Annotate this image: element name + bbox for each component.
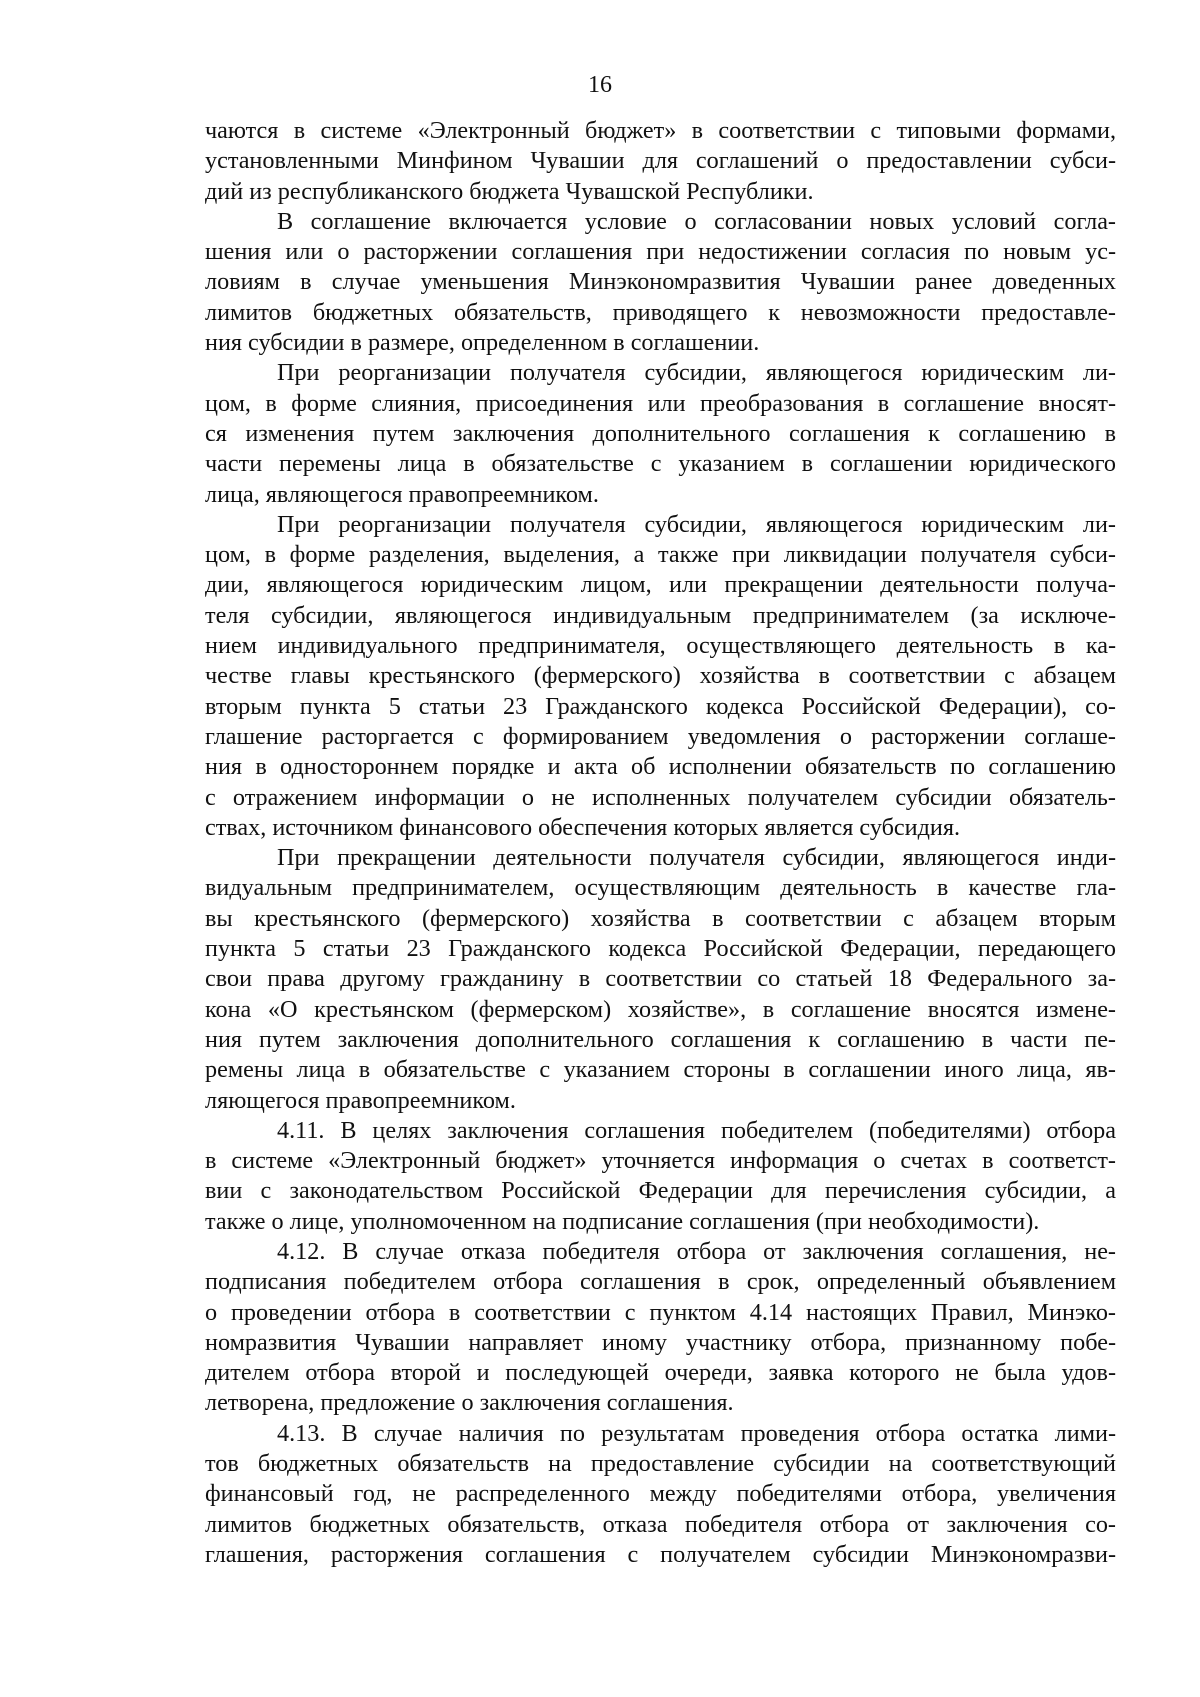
text-line: ния в одностороннем порядке и акта об исполнении обязательств по соглашению — [205, 753, 1116, 781]
paragraph — [205, 116, 1116, 207]
text-line: летворена, предложение о заключения соглашения. — [205, 1389, 734, 1417]
text-line: цом, в форме разделения, выделения, а также при ликвидации получателя субси- — [205, 541, 1116, 569]
text-line: видуальным предпринимателем, осуществляющим деятельность в качестве гла- — [205, 874, 1116, 902]
text-line: с отражением информации о не исполненных получателем субсидии обязатель- — [205, 783, 1116, 811]
text-line: При прекращении деятельности получателя субсидии, являющегося инди- — [277, 844, 1116, 872]
text-line: 4.13. В случае наличия по результатам проведения отбора остатка лими- — [277, 1419, 1116, 1447]
text-line: шения или о расторжении соглашения при недостижении согласия по новым ус- — [205, 238, 1116, 266]
text-line: глашения, расторжения соглашения с получателем субсидии Минэкономразви- — [205, 1540, 1116, 1568]
paragraph — [205, 1419, 1116, 1570]
paragraph — [205, 843, 1116, 1116]
paragraph — [205, 207, 1116, 358]
text-line: дителем отбора второй и последующей очереди, заявка которого не была удов- — [205, 1359, 1116, 1387]
paragraph — [205, 1116, 1116, 1237]
text-line: При реорганизации получателя субсидии, являющегося юридическим ли- — [277, 359, 1116, 387]
text-line: финансовый год, не распределенного между победителями отбора, увеличения — [205, 1480, 1116, 1508]
text-line: пункта 5 статьи 23 Гражданского кодекса Российской Федерации, передающего — [205, 935, 1116, 963]
text-line: нием индивидуального предпринимателя, осуществляющего деятельность в ка- — [205, 632, 1116, 660]
text-line: о проведении отбора в соответствии с пунктом 4.14 настоящих Правил, Минэко- — [205, 1298, 1116, 1326]
text-line: в системе «Электронный бюджет» уточняется информация о счетах в соответст- — [205, 1147, 1116, 1175]
text-line: подписания победителем отбора соглашения в срок, определенный объявлением — [205, 1268, 1116, 1296]
text-line: цом, в форме слияния, присоединения или преобразования в соглашение вносят- — [205, 389, 1116, 417]
text-line: ремены лица в обязательстве с указанием стороны в соглашении иного лица, яв- — [205, 1056, 1116, 1084]
page-number: 16 — [588, 72, 612, 98]
text-line: При реорганизации получателя субсидии, являющегося юридическим ли- — [277, 510, 1116, 538]
text-line: ляющегося правопреемником. — [205, 1086, 516, 1114]
text-line: ния путем заключения дополнительного соглашения к соглашению в части пе- — [205, 1025, 1116, 1053]
text-line: лица, являющегося правопреемником. — [205, 480, 599, 508]
text-line: лимитов бюджетных обязательств, приводящего к невозможности предоставле- — [205, 298, 1116, 326]
text-line: вии с законодательством Российской Федерации для перечисления субсидии, а — [205, 1177, 1116, 1205]
text-line: тов бюджетных обязательств на предоставление субсидии на соответствующий — [205, 1450, 1116, 1478]
text-line: дий из республиканского бюджета Чувашской Республики. — [205, 177, 814, 205]
text-line: теля субсидии, являющегося индивидуальным предпринимателем (за исключе- — [205, 601, 1116, 629]
text-line: номразвития Чувашии направляет иному участнику отбора, признанному побе- — [205, 1328, 1116, 1356]
text-line: 4.11. В целях заключения соглашения победителем (победителями) отбора — [277, 1116, 1116, 1144]
text-line: честве главы крестьянского (фермерского) хозяйства в соответствии с абзацем — [205, 662, 1116, 690]
text-line: ствах, источником финансового обеспечения которых является субсидия. — [205, 813, 961, 841]
text-line: лимитов бюджетных обязательств, отказа победителя отбора от заключения со- — [205, 1510, 1116, 1538]
text-line: также о лице, уполномоченном на подписание соглашения (при необходимости). — [205, 1207, 1040, 1235]
paragraph — [205, 358, 1116, 509]
text-line: кона «О крестьянском (фермерском) хозяйстве», в соглашение вносятся измене- — [205, 995, 1116, 1023]
text-line: ния субсидии в размере, определенном в соглашении. — [205, 329, 760, 357]
text-line: свои права другому гражданину в соответствии со статьей 18 Федерального за- — [205, 965, 1116, 993]
text-line: чаются в системе «Электронный бюджет» в соответствии с типовыми формами, — [205, 117, 1116, 144]
text-line: вы крестьянского (фермерского) хозяйства в соответствии с абзацем вторым — [205, 904, 1116, 932]
text-line: установленными Минфином Чувашии для соглашений о предоставлении субси- — [205, 147, 1116, 175]
text-line: 4.12. В случае отказа победителя отбора от заключения соглашения, не- — [277, 1237, 1116, 1265]
text-line: вторым пункта 5 статьи 23 Гражданского кодекса Российской Федерации), со- — [205, 692, 1116, 720]
paragraph — [205, 510, 1116, 843]
paragraph — [205, 1237, 1116, 1419]
text-line: ловиям в случае уменьшения Минэкономразвития Чувашии ранее доведенных — [205, 268, 1116, 296]
text-line: В соглашение включается условие о согласовании новых условий согла- — [277, 207, 1116, 235]
text-line: дии, являющегося юридическим лицом, или прекращении деятельности получа- — [205, 571, 1116, 599]
text-line: части перемены лица в обязательстве с указанием в соглашении юридического — [205, 450, 1116, 478]
text-line: глашение расторгается с формированием уведомления о расторжении соглаше- — [205, 722, 1116, 750]
text-line: ся изменения путем заключения дополнительного соглашения к соглашению в — [205, 419, 1116, 447]
document-body — [205, 116, 1116, 1570]
